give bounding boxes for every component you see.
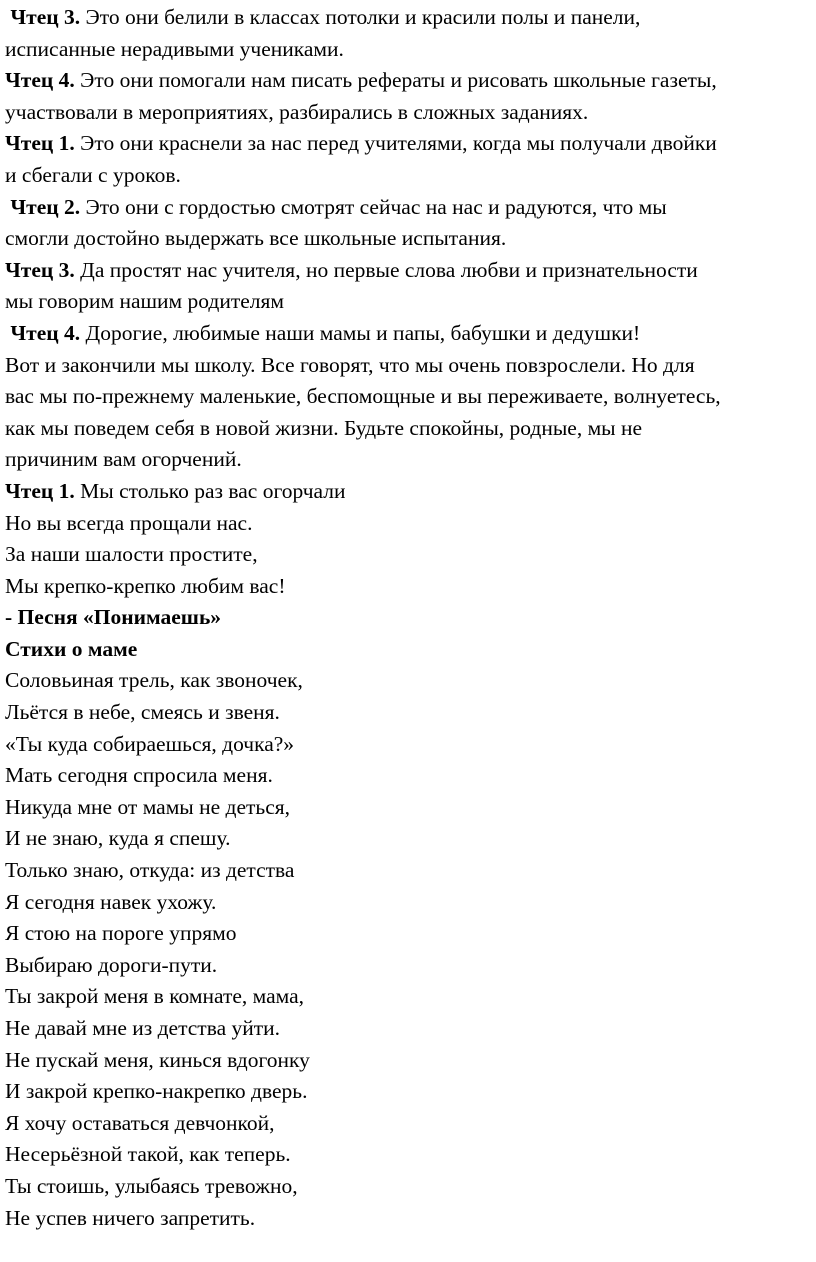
- reader-paragraph: [5, 255, 816, 318]
- speaker-text: Это они с гордостью смотрят сейчас на нас и радуются, что мы: [80, 194, 667, 219]
- paragraph-line: как мы поведем себя в новой жизни. Будьте спокойны, родные, мы не: [5, 415, 643, 440]
- paragraph-line: [5, 192, 816, 224]
- poem-line: И не знаю, куда я спешу.: [5, 826, 231, 851]
- speaker-text: Мы столько раз вас огорчали: [74, 478, 346, 503]
- paragraph-line: [5, 318, 816, 350]
- reader-paragraph: [5, 192, 816, 255]
- paragraph-line: Но вы всегда прощали нас.: [5, 510, 253, 535]
- paragraph-line: причиним вам огорчений.: [5, 447, 242, 472]
- reader-paragraph: [5, 65, 816, 128]
- paragraph-line: [5, 65, 816, 97]
- poem-line: Я стою на пороге упрямо: [5, 921, 237, 946]
- paragraph-line: Вот и закончили мы школу. Все говорят, что мы очень повзрослели. Но для: [5, 352, 695, 377]
- poem-line: Не пускай меня, кинься вдогонку: [5, 1047, 310, 1072]
- poem-line: Только знаю, откуда: из детства: [5, 858, 295, 883]
- reader-paragraph: [5, 2, 816, 65]
- reader-paragraph: [5, 318, 816, 476]
- reader-paragraph: [5, 128, 816, 191]
- speaker-label: Чтец 4.: [10, 320, 81, 345]
- poem-line: Льётся в небе, смеясь и звеня.: [5, 700, 280, 725]
- paragraph-line: За наши шалости простите,: [5, 542, 258, 567]
- speaker-label: Чтец 2.: [10, 194, 81, 219]
- poem-line: Не давай мне из детства уйти.: [5, 1016, 281, 1040]
- poem-line: Не успев ничего запретить.: [5, 1205, 256, 1230]
- speaker-label: Чтец 1.: [5, 478, 75, 503]
- paragraph-line: и сбегали с уроков.: [5, 162, 181, 187]
- poem-line: Выбираю дороги-пути.: [5, 952, 218, 977]
- speaker-label: Чтец 3.: [5, 257, 75, 282]
- paragraph-line: [5, 255, 816, 287]
- poem-line: «Ты куда собираешься, дочка?»: [5, 731, 295, 756]
- poem-line: Мать сегодня спросила меня.: [5, 763, 273, 788]
- poem-line: И закрой крепко-накрепко дверь.: [5, 1079, 308, 1104]
- speaker-label: Чтец 1.: [5, 131, 75, 156]
- speaker-text: Это они краснели за нас перед учителями, когда мы получали двойки: [74, 131, 717, 156]
- speaker-text: Это они белили в классах потолки и красили полы и панели,: [80, 5, 641, 29]
- paragraph-line: [5, 476, 816, 508]
- speaker-label: Чтец 3.: [10, 5, 81, 29]
- poem-line: Ты стоишь, улыбаясь тревожно,: [5, 1173, 298, 1198]
- poem-line: Соловьиная трель, как звоночек,: [5, 668, 303, 693]
- speaker-label: Чтец 4.: [5, 68, 75, 93]
- paragraph-line: Мы крепко-крепко любим вас!: [5, 573, 286, 598]
- reader-paragraph: [5, 476, 816, 602]
- poem-section: [5, 665, 816, 1234]
- paragraph-line: смогли достойно выдержать все школьные испытания.: [5, 226, 507, 251]
- poem-heading: Стихи о маме: [5, 636, 138, 661]
- poem-line: Я хочу оставаться девчонкой,: [5, 1110, 275, 1135]
- poem-line: Никуда мне от мамы не деться,: [5, 794, 291, 819]
- poem-line: Ты закрой меня в комнате, мама,: [5, 984, 305, 1009]
- song-heading: - Песня «Понимаешь»: [5, 605, 222, 630]
- paragraph-line: мы говорим нашим родителям: [5, 289, 285, 314]
- poem-line: Я сегодня навек ухожу.: [5, 889, 217, 914]
- paragraph-line: [5, 128, 816, 160]
- paragraph-line: [5, 2, 816, 34]
- paragraph-line: исписанные нерадивыми учениками.: [5, 36, 344, 61]
- dialogue-section: [5, 2, 816, 602]
- speaker-text: Дорогие, любимые наши мамы и папы, бабушки и дедушки!: [80, 320, 641, 345]
- paragraph-line: вас мы по-прежнему маленькие, беспомощные и вы переживаете, волнуетесь,: [5, 384, 721, 409]
- poem-line: Несерьёзной такой, как теперь.: [5, 1142, 291, 1167]
- speaker-text: Да простят нас учителя, но первые слова любви и признательности: [74, 257, 698, 282]
- speaker-text: Это они помогали нам писать рефераты и рисовать школьные газеты,: [74, 68, 717, 93]
- paragraph-line: участвовали в мероприятиях, разбирались в сложных заданиях.: [5, 99, 589, 124]
